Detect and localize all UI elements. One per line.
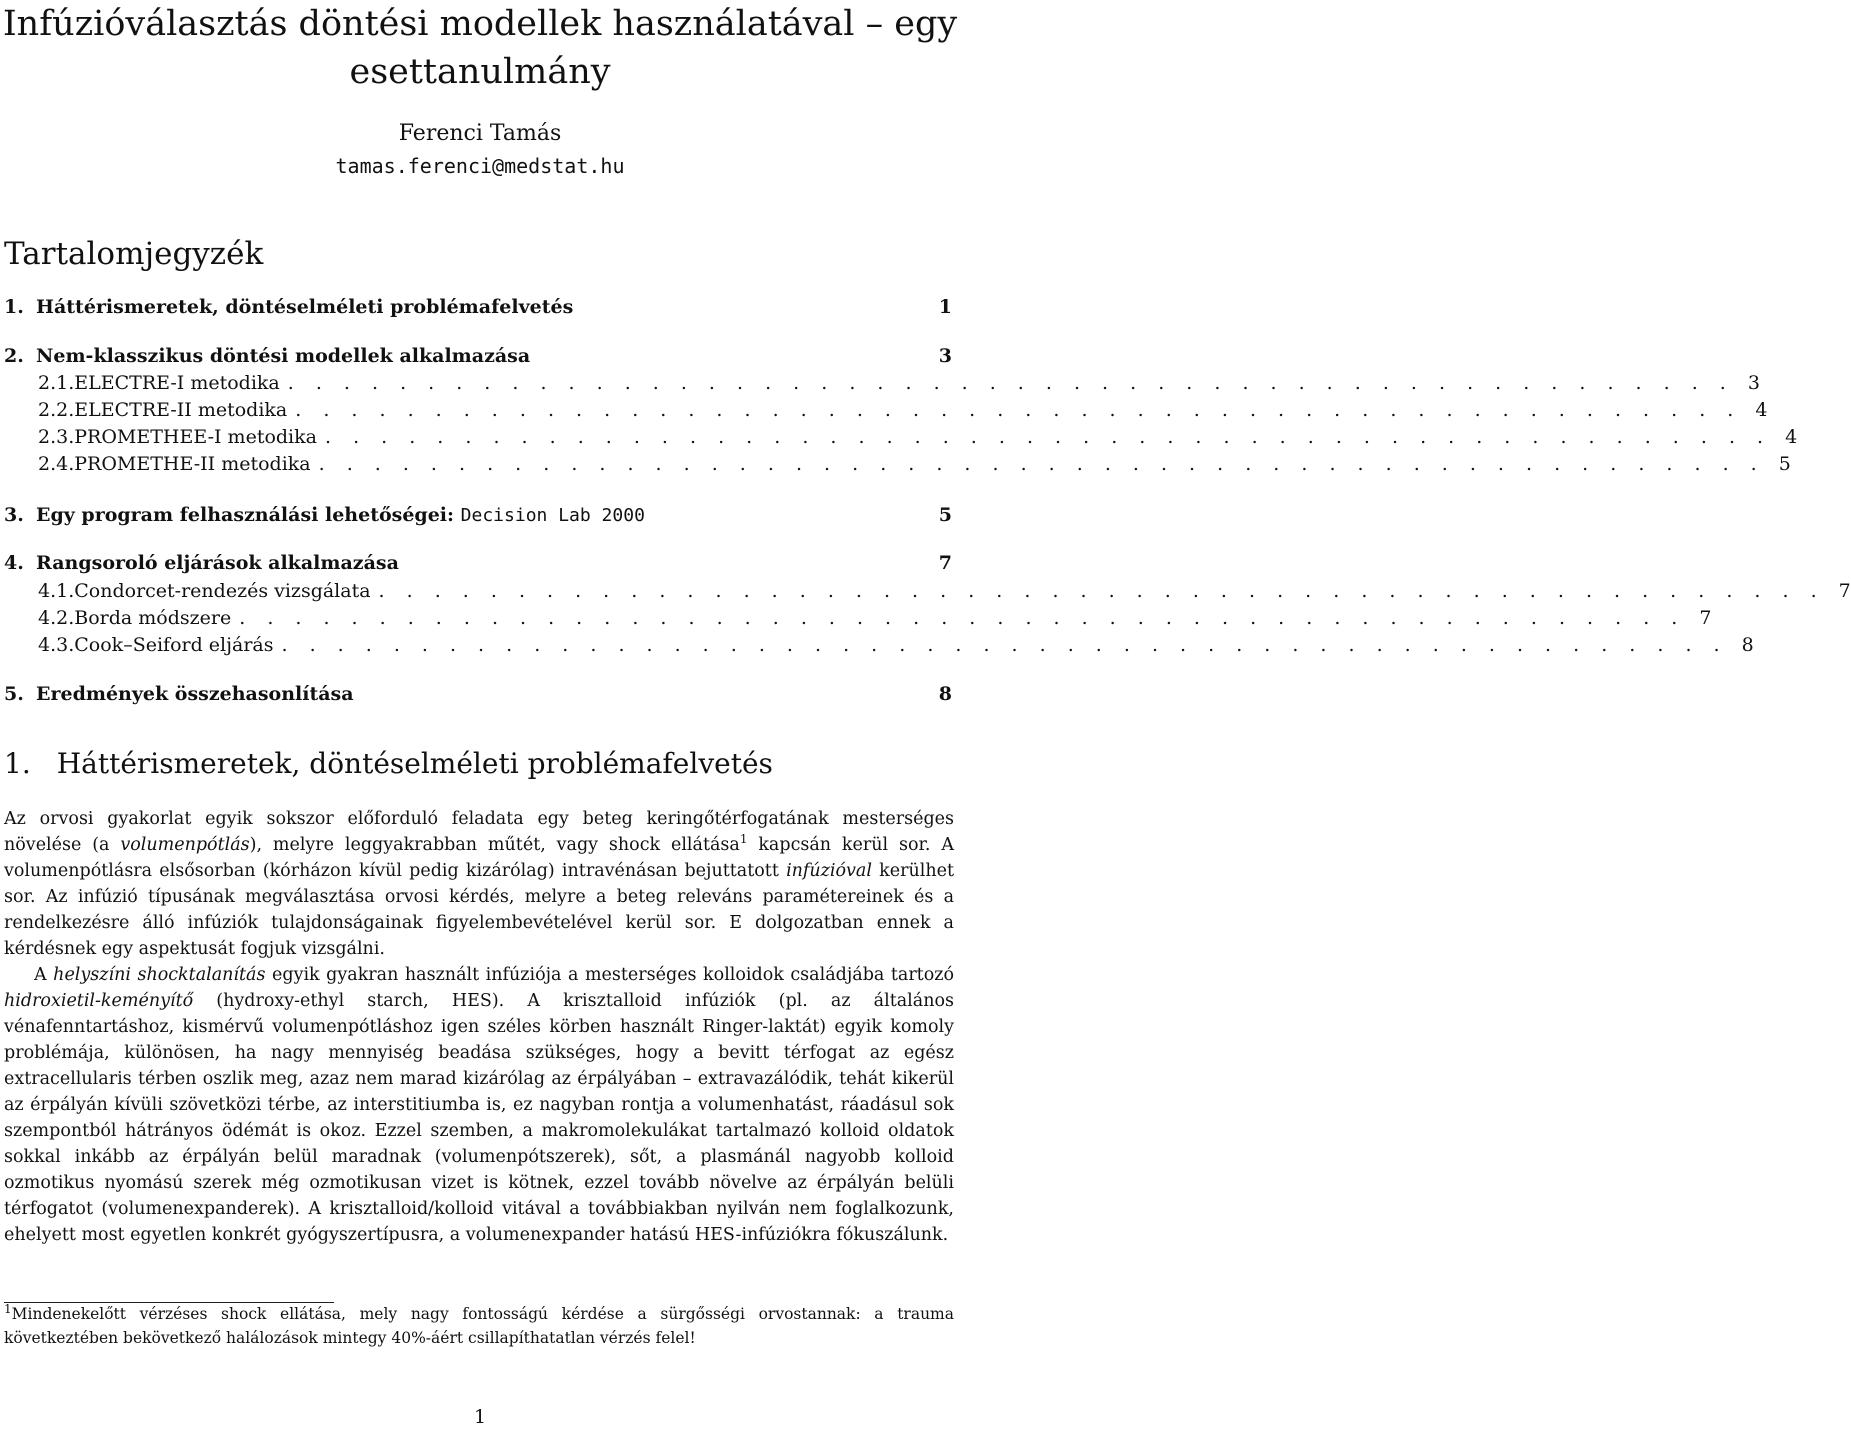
toc-entry-2-4[interactable] xyxy=(4,451,1791,477)
toc-entry-4-3[interactable] xyxy=(4,632,1754,658)
toc-entry-page: 1 xyxy=(938,296,952,318)
toc-entry-page: 7 xyxy=(1838,580,1851,602)
toc-entry-label-text: Egy program felhasználási lehetőségei: xyxy=(36,504,455,526)
toc-entry-label: PROMETHEE-I metodika xyxy=(74,426,317,448)
toc-entry-number: 3. xyxy=(4,504,24,526)
text-run: egyik gyakran használt infúziója a mesterséges kolloidok családjába tartozó xyxy=(265,965,955,985)
toc-dot-leader: . . . . . . . . . . . . . . . . . . . . . . . . . . . . . . . . . . . . . . . . . . . . . . . . . . . . xyxy=(318,453,1765,475)
toc-entry-number: 4.3. xyxy=(38,634,75,656)
toc-entry-label: Borda módszere xyxy=(74,607,232,629)
toc-entry-number: 2.3. xyxy=(38,426,75,448)
toc-heading: Tartalomjegyzék xyxy=(4,236,264,272)
toc-entry-label: Rangsoroló eljárások alkalmazása xyxy=(36,552,399,574)
toc-entry-number: 4. xyxy=(4,552,24,574)
text-run: ), melyre leggyakrabban műtét, vagy shock ellátása xyxy=(249,835,740,855)
toc-dot-leader: . . . . . . . . . . . . . . . . . . . . . . . . . . . . . . . . . . . . . . . . . . . . . . . . . . . . xyxy=(295,399,1742,421)
toc-entry-page: 7 xyxy=(1699,607,1712,629)
toc-entry-label: ELECTRE-I metodika xyxy=(74,372,280,394)
toc-entry-page: 3 xyxy=(938,345,952,367)
toc-entry-page: 5 xyxy=(1778,453,1791,475)
toc-entry-number: 1. xyxy=(4,296,24,318)
toc-dot-leader: . . . . . . . . . . . . . . . . . . . . . . . . . . . . . . . . . . . . . . . . . . . . . . . . . . . . xyxy=(287,372,1734,394)
toc-entry-page: 3 xyxy=(1747,372,1760,394)
toc-entry-label: Condorcet-rendezés vizsgálata xyxy=(74,580,371,602)
text-run: kerülhet sor. Az infúzió típusának megválasztása orvosi kérdés, melyre a beteg releváns paramétereinek és a rendelkezésre álló infúziók tulajdonságainak figyelembevételével kerül sor. E dolgozatban ennek a kérdésnek egy aspektusát fogjuk vizsgálni. xyxy=(4,861,955,959)
toc-entry-number: 2.1. xyxy=(38,372,75,394)
footnote-marker[interactable]: 1 xyxy=(739,832,748,847)
toc-entry-4-2[interactable] xyxy=(4,605,1712,631)
text-run: Az orvosi gyakorlat egyik sokszor előforduló feladata egy beteg keringőtérfogatának mesterséges növelése (a xyxy=(4,809,954,855)
paragraph-2 xyxy=(4,962,954,1248)
text-run: A xyxy=(34,965,54,985)
toc-entry-page: 8 xyxy=(938,683,952,705)
paragraph-1 xyxy=(4,806,954,962)
toc-entry-label: Nem-klasszikus döntési modellek alkalmazása xyxy=(36,345,531,367)
text-run: kapcsán kerül sor. A volumenpótlásra elsősorban (kórházon kívül pedig kizárólag) intravénásan bejuttatott xyxy=(4,835,954,881)
footnote-text: Mindenekelőtt vérzéses shock ellátása, mely nagy fontosságú kérdése a sürgősségi orvostannak: a trauma következtében bekövetkező halálozások mintegy 40%-áért csillapíthatatlan vérzés felel! xyxy=(4,1305,954,1347)
toc-entry-number: 2. xyxy=(4,345,24,367)
toc-entry-number: 4.2. xyxy=(38,607,75,629)
toc-dot-leader: . . . . . . . . . . . . . . . . . . . . . . . . . . . . . . . . . . . . . . . . . . . . . . . . . . . . xyxy=(281,634,1728,656)
italic-term: hidroxietil-keményítő xyxy=(4,991,194,1011)
italic-term: infúzióval xyxy=(786,861,872,881)
toc-entry-page: 4 xyxy=(1755,399,1768,421)
toc-entry-number: 2.4. xyxy=(38,453,75,475)
text-run: (hydroxy-ethyl starch, HES). A krisztalloid infúziók (pl. az általános vénafenntartáshoz, kismérvű volumenpótláshoz igen széles körben használt Ringer-laktát) egyik komoly problémája, különösen, ha nagy mennyiség beadása szükséges, hogy a bevitt térfogat az egész extracellularis térben oszlik meg, azaz nem marad kizárólag az érpályában – extravazálódik, tehát kikerül az érpályán kívüli szövetközi térbe, az interstitiumba is, ez nagyban rontja a volumenhatást, ráadásul sok szempontból hátrányos ödémát is okoz. Ezzel szemben, a makromolekulákat tartalmazó kolloid oldatok sokkal inkább az érpályán belül maradnak (volumenpótszerek), sőt, a plasmánál nagyobb kolloid ozmotikus nyomású szerek még ozmotikusan vizet is kötnek, ezzel tovább növelve az érpályán belüli térfogatot (volumenexpanderek). A krisztalloid/kolloid vitával a továbbiakban nyilván nem foglalkozunk, ehelyett most egyetlen konkrét gyógyszertípusra, a volumenexpander hatású HES-infúziókra fókuszálunk. xyxy=(4,991,954,1245)
toc-entry-2-3[interactable] xyxy=(4,424,1798,450)
toc-dot-leader: . . . . . . . . . . . . . . . . . . . . . . . . . . . . . . . . . . . . . . . . . . . . . . . . . . . . xyxy=(239,607,1686,629)
toc-entry-number: 2.2. xyxy=(38,399,75,421)
toc-entry-2[interactable] xyxy=(4,343,952,369)
author-name: Ferenci Tamás xyxy=(398,121,562,146)
toc-entry-2-1[interactable] xyxy=(4,370,1760,396)
toc-dot-leader: . . . . . . . . . . . . . . . . . . . . . . . . . . . . . . . . . . . . . . . . . . . . . . . . . . . . xyxy=(324,426,1772,448)
toc-entry-4-1[interactable] xyxy=(4,578,1851,604)
page-number: 1 xyxy=(473,1406,487,1428)
author-email: tamas.ferenci@medstat.hu xyxy=(335,154,625,178)
section-1-heading xyxy=(4,742,773,786)
toc-entry-label: Eredmények összehasonlítása xyxy=(36,683,354,705)
italic-term: volumenpótlás xyxy=(120,835,250,855)
section-number: 1. xyxy=(4,747,31,780)
paper-title: Infúzióválasztás döntési modellek használatával – egy esettanulmány xyxy=(2,4,958,92)
toc-entry-label xyxy=(36,502,645,529)
footnote-1 xyxy=(4,1302,954,1350)
section-title: Háttérismeretek, döntéselméleti problémafelvetés xyxy=(56,747,773,780)
toc-entry-page: 8 xyxy=(1741,634,1754,656)
toc-entry-page: 5 xyxy=(938,504,952,526)
italic-term: helyszíni shocktalanítás xyxy=(53,965,266,985)
toc-entry-label: ELECTRE-II metodika xyxy=(74,399,288,421)
toc-entry-1[interactable] xyxy=(4,294,952,320)
toc-entry-page: 7 xyxy=(938,552,952,574)
toc-entry-5[interactable] xyxy=(4,681,952,707)
toc-entry-program-name: Decision Lab 2000 xyxy=(460,505,645,526)
toc-entry-3[interactable] xyxy=(4,502,952,528)
toc-entry-4[interactable] xyxy=(4,550,952,576)
toc-entry-label: Háttérismeretek, döntéselméleti problémafelvetés xyxy=(36,296,574,318)
toc-entry-label: Cook–Seiford eljárás xyxy=(74,634,274,656)
toc-entry-label: PROMETHE-II metodika xyxy=(74,453,311,475)
toc-entry-2-2[interactable] xyxy=(4,397,1768,423)
toc-entry-page: 4 xyxy=(1785,426,1798,448)
toc-entry-number: 4.1. xyxy=(38,580,75,602)
footnote-mark: 1 xyxy=(4,1301,12,1316)
toc-dot-leader: . . . . . . . . . . . . . . . . . . . . . . . . . . . . . . . . . . . . . . . . . . . . . . . . . . . . xyxy=(378,580,1825,602)
toc-entry-number: 5. xyxy=(4,683,24,705)
